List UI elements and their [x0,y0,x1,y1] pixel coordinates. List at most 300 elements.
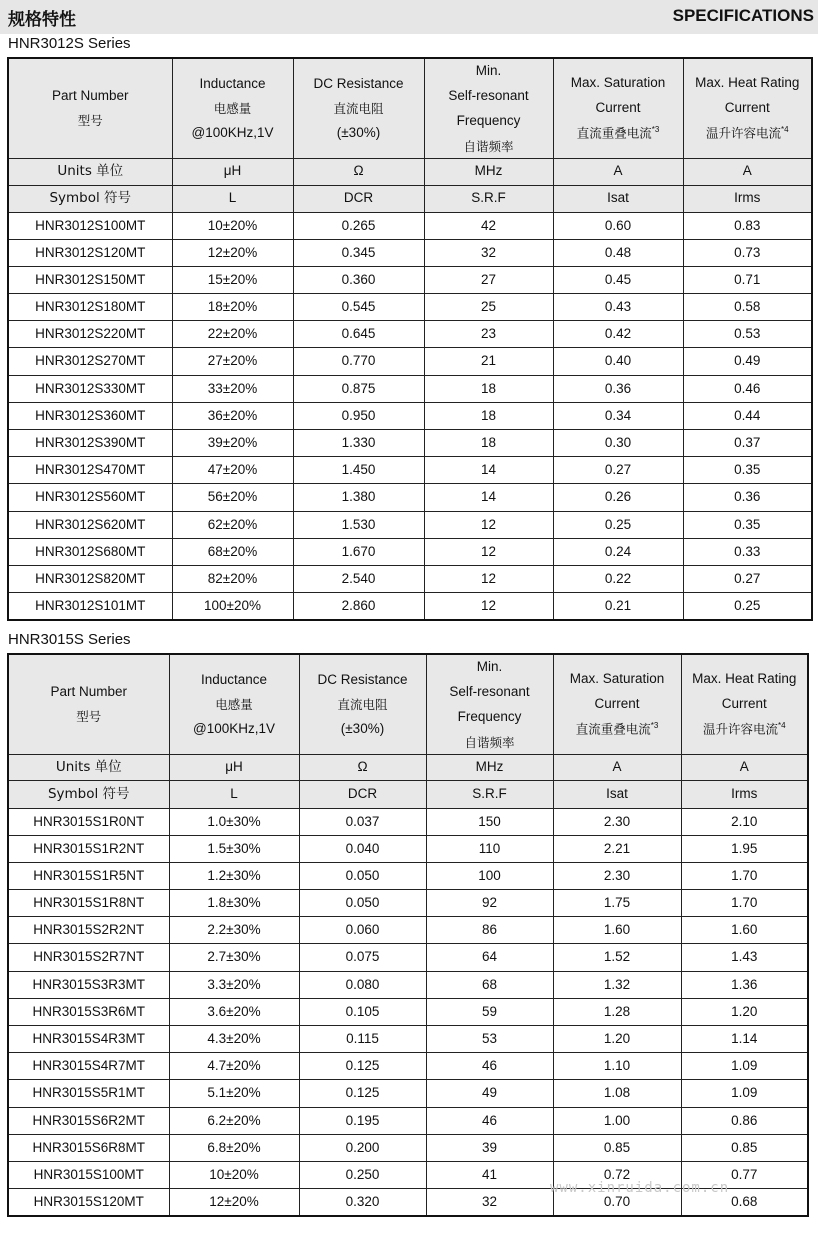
cell-isat: 0.70 [553,1189,681,1216]
header-line: 直流电阻 [333,100,384,116]
header-line: Current [721,695,767,711]
cell-inductance: 3.6±20% [169,998,299,1025]
cell-dc-resistance: 0.545 [293,294,424,321]
symbol-cell-srf: S.R.F [426,780,553,808]
cell-isat: 0.85 [553,1134,681,1161]
table-row [8,484,812,511]
cell-inductance: 22±20% [172,321,293,348]
table-row [8,1026,808,1053]
cell-part-number: HNR3015S3R3MT [8,971,169,998]
spec-table-hnr3012s [7,57,813,621]
cell-dc-resistance: 0.075 [299,944,426,971]
cell-inductance: 2.2±30% [169,917,299,944]
cell-srf: 39 [426,1134,553,1161]
unit-cell-part-number: Units 单位 [8,754,169,780]
header-line: Self-resonant [448,88,529,104]
cell-part-number: HNR3015S1R5NT [8,862,169,889]
header-line: 型号 [77,113,103,129]
table-row [8,511,812,538]
header-inductance [169,654,299,754]
cell-srf: 92 [426,890,553,917]
table-row [8,593,812,620]
cell-isat: 2.21 [553,835,681,862]
cell-irms: 1.36 [681,971,808,998]
header-self-resonant-frequency [426,654,553,754]
symbol-cell-isat: Isat [553,780,681,808]
cell-part-number: HNR3012S330MT [8,375,172,402]
header-part-number [8,58,172,158]
unit-cell-srf: MHz [426,754,553,780]
cell-isat: 1.52 [553,944,681,971]
cell-part-number: HNR3012S180MT [8,294,172,321]
cell-irms: 1.70 [681,890,808,917]
table-row [8,971,808,998]
cell-isat: 0.60 [553,212,683,239]
cell-irms: 1.09 [681,1053,808,1080]
header-line: (±30%) [336,124,381,140]
cell-irms: 0.35 [683,511,812,538]
cell-inductance: 10±20% [172,212,293,239]
cell-irms: 0.71 [683,266,812,293]
symbol-cell-dc-resistance: DCR [293,185,424,212]
cell-dc-resistance: 0.050 [299,862,426,889]
cell-dc-resistance: 0.200 [299,1134,426,1161]
cell-isat: 0.24 [553,538,683,565]
header-line-text: 直流重叠电流 [575,721,651,737]
symbol-cell-part-number: Symbol 符号 [8,185,172,212]
cell-part-number: HNR3015S5R1MT [8,1080,169,1107]
watermark: www.xinruida.com.cn [550,1180,730,1196]
cell-part-number: HNR3012S360MT [8,402,172,429]
cell-dc-resistance: 0.770 [293,348,424,375]
header-line: Max. Heat Rating [695,74,800,90]
header-line: @100KHz,1V [191,124,274,140]
cell-srf: 68 [426,971,553,998]
cell-isat: 1.00 [553,1107,681,1134]
cell-srf: 12 [424,565,553,592]
cell-inductance: 1.8±30% [169,890,299,917]
cell-inductance: 3.3±20% [169,971,299,998]
cell-inductance: 10±20% [169,1161,299,1188]
cell-dc-resistance: 0.125 [299,1080,426,1107]
header-line: Frequency [457,709,522,725]
cell-isat: 0.42 [553,321,683,348]
cell-part-number: HNR3015S1R2NT [8,835,169,862]
header-line: 直流电阻 [337,696,388,712]
unit-cell-part-number: Units 单位 [8,158,172,185]
cell-dc-resistance: 0.060 [299,917,426,944]
cell-isat: 0.21 [553,593,683,620]
cell-inductance: 12±20% [169,1189,299,1216]
cell-isat: 1.20 [553,1026,681,1053]
cell-irms: 0.33 [683,538,812,565]
cell-dc-resistance: 0.195 [299,1107,426,1134]
header-line: Max. Saturation [569,670,665,686]
header-line: Inductance [199,75,266,91]
cell-srf: 12 [424,538,553,565]
cell-isat: 0.43 [553,294,683,321]
cell-srf: 46 [426,1053,553,1080]
symbol-cell-part-number: Symbol 符号 [8,780,169,808]
cell-part-number: HNR3012S680MT [8,538,172,565]
table-row [8,1053,808,1080]
cell-inductance: 47±20% [172,457,293,484]
units-row [8,754,808,780]
symbol-cell-irms: Irms [683,185,812,212]
cell-dc-resistance: 0.115 [299,1026,426,1053]
table-row [8,321,812,348]
header-line-text: 温升许容电流 [705,125,781,141]
units-row [8,158,812,185]
cell-irms: 1.20 [681,998,808,1025]
cell-part-number: HNR3015S1R8NT [8,890,169,917]
cell-dc-resistance: 0.125 [299,1053,426,1080]
header-line: Current [594,695,640,711]
symbol-row [8,185,812,212]
cell-irms: 0.46 [683,375,812,402]
cell-inductance: 4.7±20% [169,1053,299,1080]
header-line: 自谐频率 [464,734,515,750]
table-header-row [8,654,808,754]
cell-irms: 1.60 [681,917,808,944]
header-line: Inductance [200,671,268,687]
cell-srf: 49 [426,1080,553,1107]
cell-irms: 1.43 [681,944,808,971]
cell-srf: 23 [424,321,553,348]
cell-dc-resistance: 0.080 [299,971,426,998]
cell-dc-resistance: 0.345 [293,239,424,266]
cell-srf: 12 [424,511,553,538]
header-saturation-current [553,58,683,158]
header-saturation-current [553,654,681,754]
cell-inductance: 62±20% [172,511,293,538]
header-dc-resistance [299,654,426,754]
header-line: Min. [475,62,502,78]
cell-part-number: HNR3015S120MT [8,1189,169,1216]
header-line: Current [724,99,770,115]
table-row [8,917,808,944]
cell-inductance: 82±20% [172,565,293,592]
cell-isat: 1.10 [553,1053,681,1080]
header-line: Part Number [50,684,128,700]
cell-isat: 2.30 [553,808,681,835]
cell-srf: 32 [426,1189,553,1216]
cell-isat: 1.75 [553,890,681,917]
cell-srf: 150 [426,808,553,835]
cell-srf: 25 [424,294,553,321]
unit-cell-irms: A [681,754,808,780]
cell-part-number: HNR3015S4R3MT [8,1026,169,1053]
cell-irms: 2.10 [681,808,808,835]
cell-srf: 18 [424,375,553,402]
cell-dc-resistance: 0.037 [299,808,426,835]
cell-dc-resistance: 2.860 [293,593,424,620]
table-row [8,348,812,375]
cell-isat: 1.28 [553,998,681,1025]
cell-inductance: 4.3±20% [169,1026,299,1053]
table-row [8,862,808,889]
cell-part-number: HNR3015S1R0NT [8,808,169,835]
header-line [682,721,808,738]
series-title: HNR3015S Series [8,631,131,648]
cell-part-number: HNR3012S560MT [8,484,172,511]
cell-part-number: HNR3012S820MT [8,565,172,592]
table-row [8,266,812,293]
cell-isat: 2.30 [553,862,681,889]
cell-irms: 0.36 [683,484,812,511]
cell-part-number: HNR3015S100MT [8,1161,169,1188]
header-dc-resistance [293,58,424,158]
unit-cell-irms: A [683,158,812,185]
page-title-english: SPECIFICATIONS [672,6,814,25]
cell-srf: 14 [424,484,553,511]
cell-srf: 12 [424,593,553,620]
cell-isat: 1.32 [553,971,681,998]
cell-srf: 59 [426,998,553,1025]
cell-inductance: 1.2±30% [169,862,299,889]
cell-dc-resistance: 0.050 [299,890,426,917]
cell-srf: 86 [426,917,553,944]
cell-dc-resistance: 1.670 [293,538,424,565]
cell-isat: 0.34 [553,402,683,429]
unit-cell-srf: MHz [424,158,553,185]
cell-part-number: HNR3012S270MT [8,348,172,375]
cell-isat: 0.36 [553,375,683,402]
cell-inductance: 100±20% [172,593,293,620]
header-part-number [8,654,169,754]
cell-irms: 0.85 [681,1134,808,1161]
table-row [8,430,812,457]
cell-srf: 14 [424,457,553,484]
table-row [8,294,812,321]
cell-irms: 0.77 [681,1161,808,1188]
cell-dc-resistance: 2.540 [293,565,424,592]
symbol-cell-srf: S.R.F [424,185,553,212]
cell-inductance: 6.8±20% [169,1134,299,1161]
symbol-cell-inductance: L [169,780,299,808]
cell-irms: 0.83 [683,212,812,239]
table-row [8,1107,808,1134]
table-row [8,890,808,917]
symbol-cell-isat: Isat [553,185,683,212]
header-line: Frequency [456,113,521,129]
footnote-marker: *4 [780,125,789,135]
unit-cell-inductance: μH [172,158,293,185]
cell-inductance: 56±20% [172,484,293,511]
cell-irms: 0.58 [683,294,812,321]
cell-part-number: HNR3012S101MT [8,593,172,620]
cell-dc-resistance: 0.875 [293,375,424,402]
table-row [8,1080,808,1107]
cell-part-number: HNR3012S220MT [8,321,172,348]
header-bar [0,0,818,34]
symbol-cell-dc-resistance: DCR [299,780,426,808]
cell-srf: 18 [424,430,553,457]
cell-isat: 0.26 [553,484,683,511]
header-line: DC Resistance [317,671,408,687]
cell-irms: 0.68 [681,1189,808,1216]
cell-irms: 0.86 [681,1107,808,1134]
cell-srf: 42 [424,212,553,239]
cell-isat: 0.48 [553,239,683,266]
header-line: Max. Saturation [570,74,666,90]
cell-irms: 0.53 [683,321,812,348]
cell-dc-resistance: 1.330 [293,430,424,457]
cell-dc-resistance: 0.250 [299,1161,426,1188]
cell-irms: 0.27 [683,565,812,592]
header-inductance [172,58,293,158]
header-line-text: 温升许容电流 [702,721,778,737]
cell-inductance: 1.5±30% [169,835,299,862]
header-line [554,721,681,738]
footnote-marker: *4 [777,721,786,731]
cell-part-number: HNR3012S150MT [8,266,172,293]
header-line: DC Resistance [313,75,404,91]
cell-part-number: HNR3012S470MT [8,457,172,484]
footnote-marker: *3 [651,125,660,135]
cell-dc-resistance: 1.530 [293,511,424,538]
table-row [8,944,808,971]
cell-srf: 64 [426,944,553,971]
header-heat-rating-current [681,654,808,754]
cell-irms: 1.95 [681,835,808,862]
cell-srf: 110 [426,835,553,862]
table-row [8,239,812,266]
header-line: Max. Heat Rating [692,670,797,686]
spec-table-hnr3015s [7,653,809,1217]
cell-inductance: 18±20% [172,294,293,321]
cell-irms: 1.14 [681,1026,808,1053]
cell-dc-resistance: 0.265 [293,212,424,239]
cell-irms: 1.09 [681,1080,808,1107]
cell-part-number: HNR3012S120MT [8,239,172,266]
cell-srf: 46 [426,1107,553,1134]
cell-irms: 0.44 [683,402,812,429]
cell-srf: 53 [426,1026,553,1053]
cell-inductance: 2.7±30% [169,944,299,971]
cell-irms: 0.37 [683,430,812,457]
table-row [8,835,808,862]
table-row [8,212,812,239]
cell-inductance: 68±20% [172,538,293,565]
cell-part-number: HNR3015S2R7NT [8,944,169,971]
table-row [8,1134,808,1161]
cell-irms: 0.73 [683,239,812,266]
table-header-row [8,58,812,158]
header-self-resonant-frequency [424,58,553,158]
footnote-marker: *3 [650,721,659,731]
header-line: 电感量 [215,696,253,712]
cell-part-number: HNR3012S620MT [8,511,172,538]
page-title-chinese: 规格特性 [8,10,76,30]
cell-isat: 0.25 [553,511,683,538]
cell-dc-resistance: 0.040 [299,835,426,862]
table-row [8,998,808,1025]
header-line: 自谐频率 [463,138,514,154]
header-line: Min. [476,658,503,674]
cell-inductance: 6.2±20% [169,1107,299,1134]
cell-inductance: 36±20% [172,402,293,429]
header-line: @100KHz,1V [193,720,275,736]
cell-dc-resistance: 1.450 [293,457,424,484]
symbol-cell-irms: Irms [681,780,808,808]
table-row [8,565,812,592]
cell-srf: 32 [424,239,553,266]
cell-inductance: 5.1±20% [169,1080,299,1107]
cell-part-number: HNR3015S6R8MT [8,1134,169,1161]
unit-cell-isat: A [553,158,683,185]
cell-part-number: HNR3015S6R2MT [8,1107,169,1134]
cell-part-number: HNR3015S2R2NT [8,917,169,944]
header-line: (±30%) [340,720,385,736]
cell-inductance: 15±20% [172,266,293,293]
unit-cell-inductance: μH [169,754,299,780]
cell-isat: 0.72 [553,1161,681,1188]
cell-part-number: HNR3012S100MT [8,212,172,239]
cell-isat: 1.08 [553,1080,681,1107]
cell-inductance: 1.0±30% [169,808,299,835]
cell-srf: 18 [424,402,553,429]
table-row [8,457,812,484]
cell-dc-resistance: 0.360 [293,266,424,293]
header-line [684,125,812,142]
table-row [8,402,812,429]
cell-isat: 0.40 [553,348,683,375]
cell-dc-resistance: 0.320 [299,1189,426,1216]
cell-dc-resistance: 0.645 [293,321,424,348]
cell-irms: 0.35 [683,457,812,484]
table-row [8,808,808,835]
unit-cell-isat: A [553,754,681,780]
table-row [8,375,812,402]
series-title: HNR3012S Series [8,35,131,52]
cell-isat: 0.45 [553,266,683,293]
cell-srf: 41 [426,1161,553,1188]
unit-cell-dc-resistance: Ω [293,158,424,185]
header-heat-rating-current [683,58,812,158]
cell-part-number: HNR3015S3R6MT [8,998,169,1025]
cell-inductance: 33±20% [172,375,293,402]
table-row [8,538,812,565]
cell-irms: 1.70 [681,862,808,889]
cell-inductance: 12±20% [172,239,293,266]
symbol-row [8,780,808,808]
unit-cell-dc-resistance: Ω [299,754,426,780]
header-line: 型号 [76,709,102,725]
header-line-text: 直流重叠电流 [576,125,652,141]
header-line: 电感量 [213,100,252,116]
cell-part-number: HNR3015S4R7MT [8,1053,169,1080]
header-line: Part Number [51,88,129,104]
cell-inductance: 27±20% [172,348,293,375]
cell-inductance: 39±20% [172,430,293,457]
symbol-cell-inductance: L [172,185,293,212]
cell-irms: 0.25 [683,593,812,620]
cell-dc-resistance: 1.380 [293,484,424,511]
cell-srf: 21 [424,348,553,375]
cell-isat: 0.30 [553,430,683,457]
cell-isat: 0.22 [553,565,683,592]
header-line [554,125,683,142]
cell-srf: 100 [426,862,553,889]
cell-irms: 0.49 [683,348,812,375]
cell-srf: 27 [424,266,553,293]
header-line: Self-resonant [449,684,530,700]
header-line: Current [595,99,641,115]
cell-isat: 0.27 [553,457,683,484]
cell-part-number: HNR3012S390MT [8,430,172,457]
cell-dc-resistance: 0.105 [299,998,426,1025]
